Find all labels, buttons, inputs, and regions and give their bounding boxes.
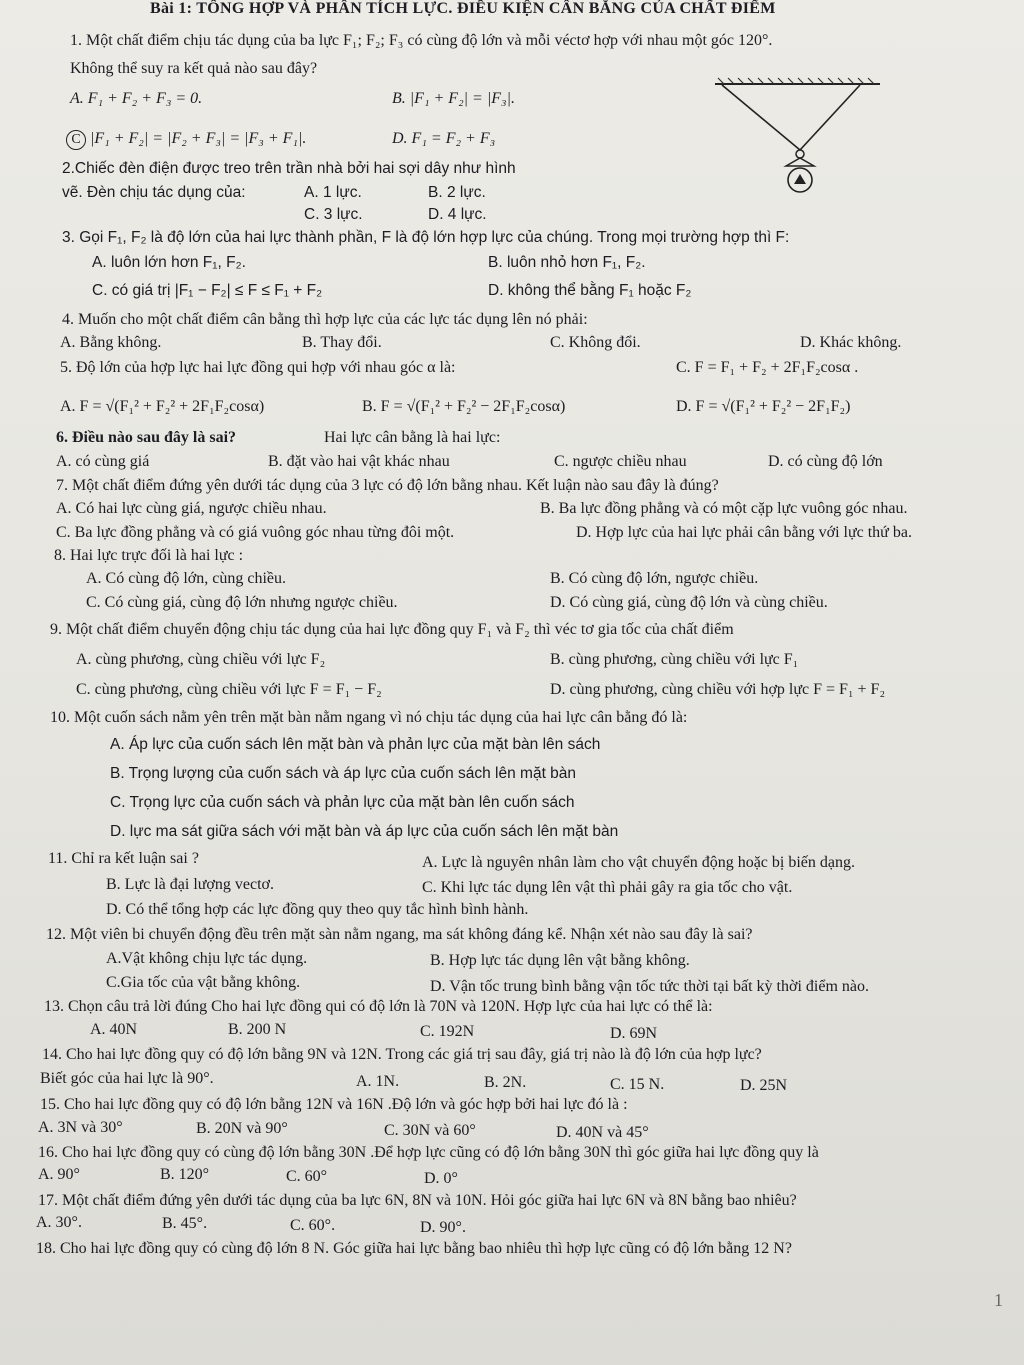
- q14-option-b: B. 2N.: [484, 1074, 527, 1091]
- q1-option-a: A. F₁ + F₂ + F₃ = 0.: [70, 90, 203, 107]
- q7-option-d: D. Hợp lực của hai lực phải cân bằng với lực thứ ba.: [576, 524, 912, 541]
- q12-text: 12. Một viên bi chuyển động đều trên mặt sàn nằm ngang, ma sát không đáng kể. Nhận xét nào sau đây là sai?: [46, 926, 753, 943]
- q1-option-c: [66, 130, 306, 150]
- q2-option-c: C. 3 lực.: [304, 206, 363, 223]
- q8-option-b: B. Có cùng độ lớn, ngược chiều.: [550, 570, 759, 587]
- q12-option-d: D. Vận tốc trung bình bằng vận tốc tức thời tại bất kỳ thời điểm nào.: [430, 978, 869, 995]
- q2-option-a: A. 1 lực.: [304, 184, 362, 201]
- q1-option-d: D. F₁ = F₂ + F₃: [392, 130, 496, 147]
- q6-option-c: C. ngược chiều nhau: [554, 453, 687, 470]
- q6-text-2: Hai lực cân bằng là hai lực:: [324, 429, 501, 446]
- q10-option-d: D. lực ma sát giữa sách với mặt bàn và áp lực của cuốn sách lên mặt bàn: [110, 823, 619, 840]
- q13-option-a: A. 40N: [90, 1021, 138, 1038]
- hanging-lamp-diagram: [700, 74, 890, 204]
- q8-option-d: D. Có cùng giá, cùng độ lớn và cùng chiều.: [550, 594, 828, 611]
- q10-option-c: C. Trọng lực của cuốn sách và phản lực của mặt bàn lên cuốn sách: [110, 794, 575, 811]
- page-number: 1: [994, 1290, 1003, 1310]
- q6-text: 6. Điều nào sau đây là sai?: [56, 429, 237, 446]
- q11-option-c: C. Khi lực tác dụng lên vật thì phải gây ra gia tốc cho vật.: [422, 879, 793, 896]
- q11-text: 11. Chỉ ra kết luận sai ?: [48, 850, 199, 867]
- q9-option-b: B. cùng phương, cùng chiều với lực F₁: [550, 651, 799, 668]
- q3-option-c: C. có giá trị |F₁ − F₂| ≤ F ≤ F₁ + F₂: [92, 282, 323, 299]
- q7-text: 7. Một chất điểm đứng yên dưới tác dụng của 3 lực có độ lớn bằng nhau. Kết luận nào sau đây là đúng?: [56, 477, 719, 494]
- left-string: [722, 85, 800, 150]
- page-title: Bài 1: TỔNG HỢP VÀ PHÂN TÍCH LỰC. ĐIỀU KIỆN CÂN BẰNG CỦA CHẤT ĐIỂM: [150, 0, 776, 17]
- q12-option-a: A.Vật không chịu lực tác dụng.: [106, 950, 308, 967]
- q15-option-d: D. 40N và 45°: [556, 1124, 649, 1141]
- q17-option-b: B. 45°.: [162, 1215, 208, 1232]
- q5-option-c: C. F = F₁ + F₂ + 2F₁F₂cosα .: [676, 359, 859, 376]
- q9-text: 9. Một chất điểm chuyển động chịu tác dụng của hai lực đồng quy F₁ và F₂ thì véc tơ gia tốc của chất điểm: [50, 621, 734, 638]
- q17-option-a: A. 30°.: [36, 1214, 82, 1231]
- q5-text: 5. Độ lớn của hợp lực hai lực đồng qui hợp với nhau góc α là:: [60, 359, 456, 376]
- q4-option-b: B. Thay đổi.: [302, 334, 382, 351]
- q8-text: 8. Hai lực trực đối là hai lực :: [54, 547, 244, 564]
- q18-text: 18. Cho hai lực đồng quy có cùng độ lớn 8 N. Góc giữa hai lực bằng bao nhiêu thì hợp lực cũng có độ lớn bằng 12 N?: [36, 1240, 792, 1257]
- q10-option-b: B. Trọng lượng của cuốn sách và áp lực của cuốn sách lên mặt bàn: [110, 765, 577, 782]
- q11-option-b: B. Lực là đại lượng vectơ.: [106, 876, 274, 893]
- q4-option-a: A. Bằng không.: [60, 334, 162, 351]
- q11-option-d: D. Có thể tổng hợp các lực đồng quy theo quy tắc hình bình hành.: [106, 901, 529, 918]
- q2-option-b: B. 2 lực.: [428, 184, 486, 201]
- q17-option-d: D. 90°.: [420, 1219, 466, 1236]
- q8-option-a: A. Có cùng độ lớn, cùng chiều.: [86, 570, 286, 587]
- q3-text: 3. Gọi F₁, F₂ là độ lớn của hai lực thành phần, F là độ lớn hợp lực của chúng. Trong mọi trường hợp thì F:: [62, 229, 790, 246]
- q9-option-d: D. cùng phương, cùng chiều với hợp lực F = F₁ + F₂: [550, 681, 886, 698]
- q13-option-d: D. 69N: [610, 1025, 658, 1042]
- q15-option-a: A. 3N và 30°: [38, 1119, 123, 1136]
- q10-text: 10. Một cuốn sách nằm yên trên mặt bàn nằm ngang vì nó chịu tác dụng của hai lực cân bằng đó là:: [50, 709, 688, 726]
- answer-circle-mark: C: [66, 130, 86, 150]
- q13-option-b: B. 200 N: [228, 1021, 287, 1038]
- q5-option-a: A. F = √(F₁² + F₂² + 2F₁F₂cosα): [60, 398, 265, 415]
- q7-option-b: B. Ba lực đồng phẳng và có một cặp lực vuông góc nhau.: [540, 500, 908, 517]
- q10-option-a: A. Áp lực của cuốn sách lên mặt bàn và phản lực của mặt bàn lên sách: [110, 736, 601, 753]
- q6-option-a: A. có cùng giá: [56, 453, 150, 470]
- q17-option-c: C. 60°.: [290, 1217, 336, 1234]
- q4-text: 4. Muốn cho một chất điểm cân bằng thì hợp lực của các lực tác dụng lên nó phải:: [62, 311, 588, 328]
- q5-option-d: D. F = √(F₁² + F₂² − 2F₁F₂): [676, 398, 851, 415]
- q3-option-d: D. không thể bằng F₁ hoặc F₂: [488, 282, 692, 299]
- q15-option-b: B. 20N và 90°: [196, 1120, 288, 1137]
- q9-option-a: A. cùng phương, cùng chiều với lực F₂: [76, 651, 326, 668]
- right-string: [800, 85, 860, 150]
- q1-option-b: B. |F₁ + F₂| = |F₃|.: [392, 90, 515, 107]
- q9-option-c: C. cùng phương, cùng chiều với lực F = F₁ − F₂: [76, 681, 382, 698]
- q2-text-2: vẽ. Đèn chịu tác dụng của:: [62, 184, 246, 201]
- q14-text: 14. Cho hai lực đồng quy có độ lớn bằng 9N và 12N. Trong các giá trị sau đây, giá trị nào là độ lớn của hợp lực?: [42, 1046, 762, 1063]
- q16-option-a: A. 90°: [38, 1166, 80, 1183]
- q1-option-c-text: |F₁ + F₂| = |F₂ + F₃| = |F₃ + F₁|.: [90, 130, 307, 147]
- q16-option-b: B. 120°: [160, 1166, 210, 1183]
- q7-option-a: A. Có hai lực cùng giá, ngược chiều nhau.: [56, 500, 327, 517]
- q7-option-c: C. Ba lực đồng phẳng và có giá vuông góc nhau từng đôi một.: [56, 524, 455, 541]
- q3-option-b: B. luôn nhỏ hơn F₁, F₂.: [488, 254, 646, 271]
- q14-text-2: Biết góc của hai lực là 90°.: [40, 1070, 214, 1087]
- q16-option-d: D. 0°: [424, 1170, 458, 1187]
- q14-option-c: C. 15 N.: [610, 1076, 665, 1093]
- q2-text: 2.Chiếc đèn điện được treo trên trần nhà bởi hai sợi dây như hình: [62, 160, 516, 177]
- q13-option-c: C. 192N: [420, 1023, 475, 1040]
- q13-text: 13. Chọn câu trả lời đúng Cho hai lực đồng qui có độ lớn là 70N và 120N. Hợp lực của hai lực có thể là:: [44, 998, 713, 1015]
- q3-option-a: A. luôn lớn hơn F₁, F₂.: [92, 254, 246, 271]
- q14-option-a: A. 1N.: [356, 1073, 400, 1090]
- q1-text: 1. Một chất điểm chịu tác dụng của ba lực F₁; F₂; F₃ có cùng độ lớn và mỗi véctơ hợp với nhau một góc 120°.: [70, 32, 773, 49]
- q5-option-b: B. F = √(F₁² + F₂² − 2F₁F₂cosα): [362, 398, 566, 415]
- q15-text: 15. Cho hai lực đồng quy có độ lớn bằng 12N và 16N .Độ lớn và góc hợp bởi hai lực đó là :: [40, 1096, 628, 1113]
- q1-subtext: Không thể suy ra kết quả nào sau đây?: [70, 60, 318, 77]
- q16-option-c: C. 60°: [286, 1168, 328, 1185]
- q14-option-d: D. 25N: [740, 1077, 788, 1094]
- q4-option-c: C. Không đổi.: [550, 334, 641, 351]
- q8-option-c: C. Có cùng giá, cùng độ lớn nhưng ngược chiều.: [86, 594, 398, 611]
- q6-option-b: B. đặt vào hai vật khác nhau: [268, 453, 450, 470]
- q11-option-a: A. Lực là nguyên nhân làm cho vật chuyển động hoặc bị biến dạng.: [422, 854, 855, 871]
- q2-option-d: D. 4 lực.: [428, 206, 487, 223]
- lamp-shade: [786, 158, 814, 166]
- q4-option-d: D. Khác không.: [800, 334, 902, 351]
- q17-text: 17. Một chất điểm đứng yên dưới tác dụng của ba lực 6N, 8N và 10N. Hỏi góc giữa hai lực 6N và 8N bằng bao nhiêu?: [38, 1192, 797, 1209]
- lamp-bulb-filament: [794, 174, 806, 184]
- q12-option-b: B. Hợp lực tác dụng lên vật bằng không.: [430, 952, 690, 969]
- q12-option-c: C.Gia tốc của vật bằng không.: [106, 974, 301, 991]
- q15-option-c: C. 30N và 60°: [384, 1122, 476, 1139]
- lamp-hook: [796, 150, 804, 158]
- q16-text: 16. Cho hai lực đồng quy có cùng độ lớn bằng 30N .Để hợp lực cũng có độ lớn bằng 30N thì góc giữa hai lực đồng quy là: [38, 1144, 819, 1161]
- q6-option-d: D. có cùng độ lớn: [768, 453, 883, 470]
